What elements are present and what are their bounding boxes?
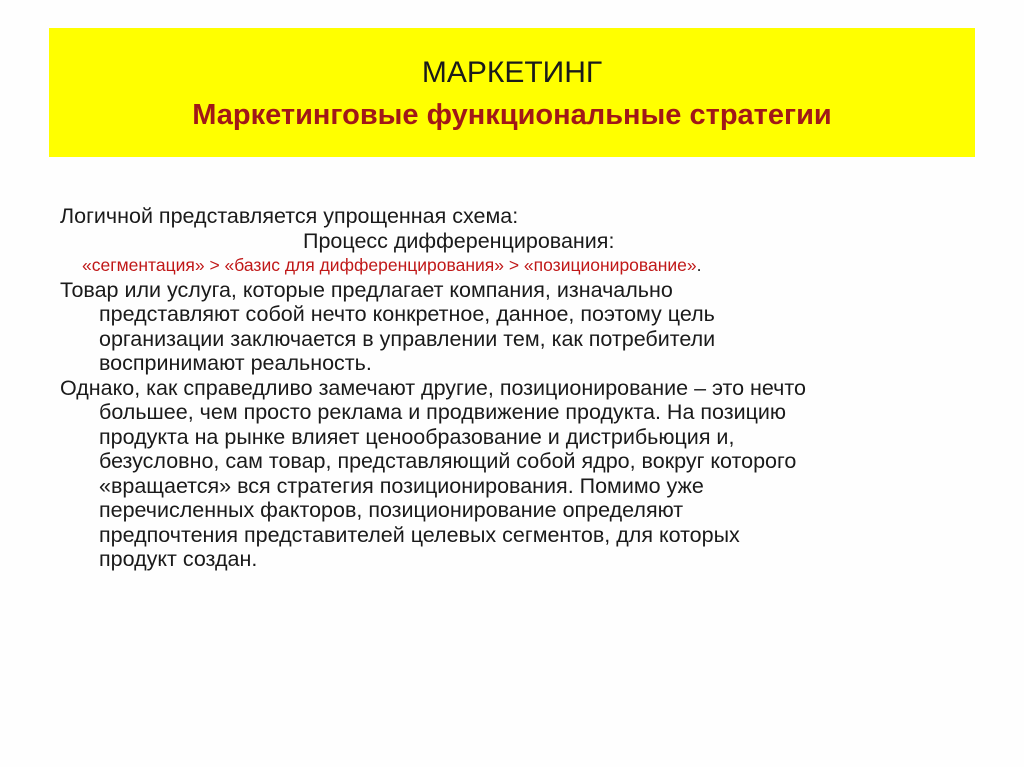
process-chain	[60, 253, 990, 278]
paragraph-2	[60, 376, 990, 572]
process-chain-period: .	[696, 255, 702, 275]
paragraph-1	[60, 278, 990, 376]
paragraph-line: большее, чем просто реклама и продвижение продукта. На позицию	[99, 400, 787, 424]
paragraph-line: перечисленных факторов, позиционирование определяют	[99, 498, 684, 522]
paragraph-line: продукта на рынке влияет ценообразование и дистрибьюция и,	[99, 424, 735, 449]
paragraph-line: Товар или услуга, которые предлагает компания, изначально	[60, 277, 673, 302]
paragraph-line: Однако, как справедливо замечают другие, позиционирование – это нечто	[60, 375, 806, 400]
slide-title: МАРКЕТИНГ	[421, 56, 603, 89]
paragraph-line: представляют собой нечто конкретное, данное, поэтому цель	[99, 302, 715, 326]
slide-subtitle: Маркетинговые функциональные стратегии	[192, 99, 832, 131]
process-chain-text: «сегментация» > «базис для дифференцирования» > «позиционирование»	[82, 255, 697, 275]
paragraph-line: безусловно, сам товар, представляющий собой ядро, вокруг которого	[99, 449, 797, 473]
intro-text: Логичной представляется упрощенная схема:	[60, 204, 519, 228]
paragraph-line: продукт создан.	[99, 547, 258, 571]
title-banner	[49, 28, 975, 157]
paragraph-line: воспринимают реальность.	[99, 351, 372, 375]
slide-body	[60, 204, 990, 572]
paragraph-line: организации заключается в управлении тем, как потребители	[99, 326, 716, 351]
paragraph-line: «вращается» вся стратегия позиционирования. Помимо уже	[99, 473, 704, 498]
paragraph-line: предпочтения представителей целевых сегментов, для которых	[99, 522, 740, 547]
process-label: Процесс дифференцирования:	[303, 228, 615, 253]
